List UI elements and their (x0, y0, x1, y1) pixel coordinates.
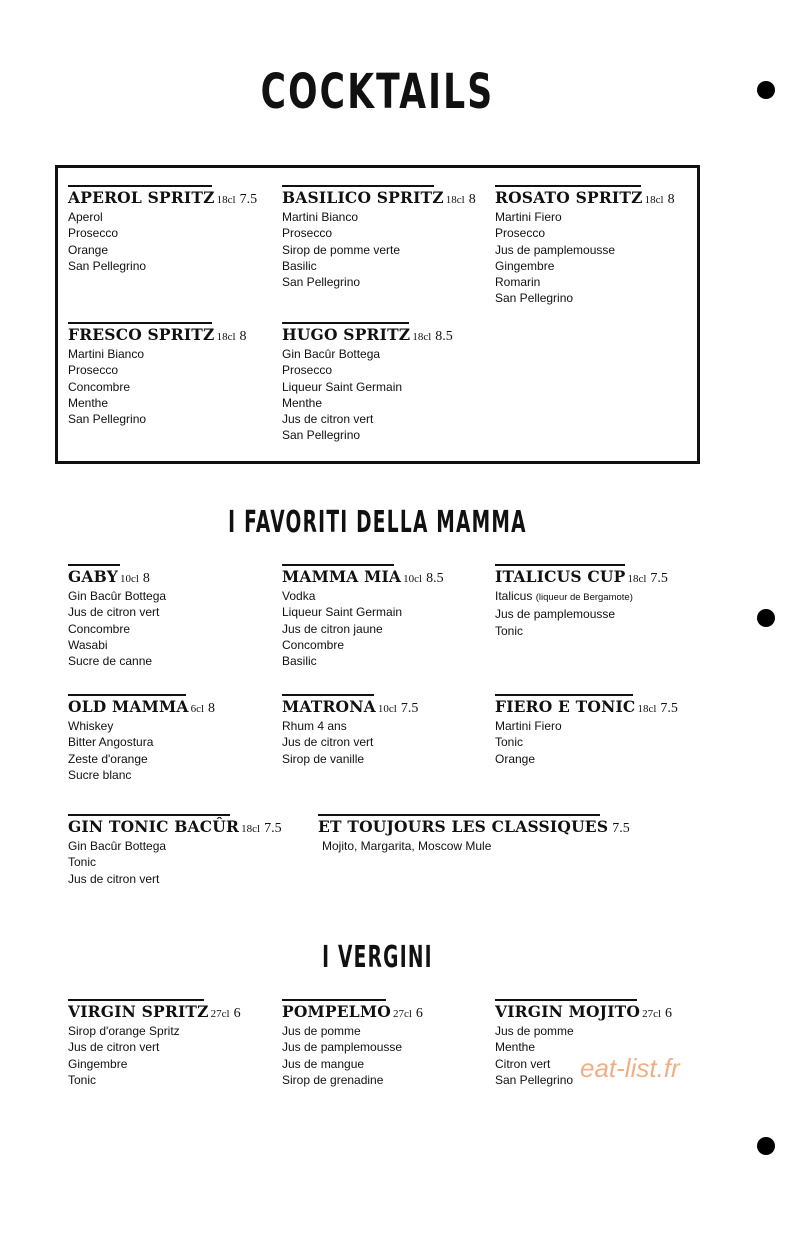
item-name: ITALICUS CUP (495, 567, 626, 586)
item-volume: 10cl (119, 573, 139, 585)
menu-item (68, 694, 215, 783)
ingredient: Jus de mangue (282, 1056, 365, 1071)
item-volume: 18cl (627, 573, 647, 585)
item-price: 7.5 (660, 701, 678, 716)
item-rule (68, 564, 120, 566)
ingredient: Vodka (282, 589, 316, 603)
menu-item (495, 564, 668, 639)
ingredient: Sirop de vanille (282, 751, 365, 766)
item-rule (495, 185, 641, 187)
ingredient: Mojito, Margarita, Moscow Mule (322, 839, 492, 853)
ingredient: Jus de pamplemousse (282, 1040, 403, 1055)
ingredient: Liqueur Saint Germain (282, 605, 403, 620)
item-price: 7.5 (239, 192, 258, 207)
item-price: 7.5 (612, 821, 630, 836)
ingredient: Orange (68, 242, 109, 257)
section-title-vergini: I VERGINI (322, 940, 433, 975)
item-volume: 18cl (216, 194, 236, 206)
ingredient: Prosecco (282, 363, 333, 378)
item-rule (495, 564, 625, 566)
ingredient: Jus de pomme (282, 1024, 361, 1038)
item-price: 8 (667, 192, 675, 207)
item-rule (318, 814, 600, 816)
ingredient: Martini Fiero (495, 210, 562, 224)
ingredient: San Pellegrino (68, 412, 147, 427)
ingredient: Sirop de grenadine (282, 1072, 384, 1087)
ingredient: Prosecco (68, 363, 119, 378)
item-name: APEROL SPRITZ (68, 188, 215, 207)
item-rule (68, 322, 212, 324)
ingredient: Basilic (282, 654, 317, 669)
ingredient: Jus de citron vert (68, 871, 160, 886)
item-price: 8 (208, 701, 216, 716)
item-volume: 27cl (392, 1008, 412, 1020)
menu-item (282, 694, 418, 767)
ingredient: San Pellegrino (282, 428, 361, 443)
ingredient: Sirop d'orange Spritz (68, 1024, 180, 1038)
item-price: 6 (233, 1006, 241, 1021)
item-rule (282, 999, 386, 1001)
menu-item (495, 185, 675, 307)
item-volume: 18cl (241, 823, 261, 835)
item-volume: 27cl (642, 1008, 662, 1020)
ingredient: Tonic (495, 623, 524, 638)
item-rule (68, 999, 204, 1001)
ingredient: Jus de citron vert (68, 1040, 160, 1055)
item-name: ET TOUJOURS LES CLASSIQUES (318, 817, 609, 836)
item-name: ROSATO SPRITZ (495, 188, 643, 207)
menu-item (282, 322, 453, 444)
ingredient: Tonic (495, 735, 524, 750)
ingredient: Citron vert (495, 1056, 551, 1071)
menu-item (282, 999, 423, 1088)
menu-item (318, 814, 630, 854)
ingredient: San Pellegrino (495, 1072, 574, 1087)
ingredient (495, 588, 668, 606)
item-volume: 10cl (403, 573, 423, 585)
ingredient: Basilic (282, 258, 317, 273)
menu-item (282, 185, 476, 290)
item-name: MATRONA (282, 697, 376, 716)
menu-item (68, 564, 166, 669)
ingredient: Jus de pamplemousse (495, 607, 616, 622)
ingredient: Sucre blanc (68, 767, 132, 782)
item-rule (68, 185, 212, 187)
ingredient: Martini Bianco (282, 210, 359, 224)
menu-item (282, 564, 444, 669)
ingredient: Menthe (68, 395, 109, 410)
menu-item (68, 185, 257, 274)
ingredient: Martini Bianco (68, 347, 145, 361)
item-price: 7.5 (650, 571, 668, 586)
menu-item (495, 694, 678, 767)
item-volume: 18cl (637, 703, 657, 715)
ingredient: San Pellegrino (495, 291, 574, 306)
ingredient: Rhum 4 ans (282, 719, 347, 733)
item-price: 8.5 (435, 329, 453, 344)
ingredient: Prosecco (68, 226, 119, 241)
watermark: eat-list.fr (580, 1053, 680, 1083)
item-price: 8 (468, 192, 476, 207)
ingredient: Sucre de canne (68, 654, 153, 669)
ingredient: Martini Fiero (495, 719, 562, 733)
section-title-cocktails: COCKTAILS (260, 64, 495, 120)
ingredient: Whiskey (68, 719, 114, 733)
item-price: 7.5 (400, 701, 419, 716)
item-name: GIN TONIC BACÛR (68, 817, 240, 836)
ingredient-note: (liqueur de Bergamote) (535, 592, 633, 603)
item-rule (282, 564, 394, 566)
item-rule (495, 999, 637, 1001)
ingredient: Jus de citron jaune (282, 621, 383, 636)
item-price: 8.5 (426, 571, 444, 586)
ingredient: Gingembre (495, 258, 555, 273)
ingredient: Prosecco (282, 226, 333, 241)
binder-hole-top (757, 81, 775, 99)
ingredient: Jus de pomme (495, 1024, 574, 1038)
ingredient: Gin Bacûr Bottega (68, 839, 167, 853)
ingredient: Prosecco (495, 226, 546, 241)
item-rule (68, 694, 186, 696)
item-rule (68, 814, 230, 816)
ingredient: Tonic (68, 855, 97, 870)
ingredient-name: Italicus (495, 589, 533, 603)
ingredient: Jus de pamplemousse (495, 242, 616, 257)
ingredient: Liqueur Saint Germain (282, 379, 403, 394)
ingredient: Gingembre (68, 1056, 128, 1071)
item-volume: 6cl (190, 703, 205, 715)
item-volume: 27cl (210, 1008, 230, 1020)
item-price: 8 (239, 329, 247, 344)
item-volume: 18cl (445, 194, 465, 206)
item-name: VIRGIN SPRITZ (68, 1002, 209, 1021)
item-volume: 10cl (377, 703, 397, 715)
ingredient: Aperol (68, 210, 103, 224)
item-name: FIERO E TONIC (495, 697, 636, 716)
item-rule (282, 185, 434, 187)
ingredient: Romarin (495, 275, 541, 290)
ingredient: Jus de citron vert (282, 412, 374, 427)
ingredient: Bitter Angostura (68, 735, 154, 750)
item-name: POMPELMO (282, 1002, 391, 1021)
menu-item (68, 999, 241, 1088)
ingredient: Concombre (282, 637, 345, 652)
item-name: GABY (68, 567, 118, 586)
ingredient: Sirop de pomme verte (282, 242, 401, 257)
item-name: HUGO SPRITZ (282, 325, 411, 344)
item-volume: 18cl (412, 331, 432, 343)
ingredient: Zeste d'orange (68, 751, 148, 766)
item-price: 6 (665, 1006, 673, 1021)
binder-hole-bottom (757, 1137, 775, 1155)
item-rule (282, 322, 409, 324)
ingredient: San Pellegrino (282, 275, 361, 290)
ingredient: Gin Bacûr Bottega (68, 589, 167, 603)
item-name: OLD MAMMA (68, 697, 189, 716)
item-price: 7.5 (264, 821, 282, 836)
ingredient: Jus de citron vert (68, 605, 160, 620)
ingredient: Jus de citron vert (282, 735, 374, 750)
section-title-favoriti: I FAVORITI DELLA MAMMA (228, 505, 527, 540)
item-name: VIRGIN MOJITO (495, 1002, 641, 1021)
item-name: FRESCO SPRITZ (68, 325, 215, 344)
ingredient: San Pellegrino (68, 258, 147, 273)
item-volume: 18cl (644, 194, 664, 206)
ingredient: Gin Bacûr Bottega (282, 347, 381, 361)
menu-item (68, 322, 247, 427)
item-name: MAMMA MIA (282, 567, 402, 586)
ingredient: Wasabi (68, 637, 108, 652)
item-name: BASILICO SPRITZ (282, 188, 444, 207)
ingredient: Menthe (282, 395, 323, 410)
item-rule (495, 694, 633, 696)
menu-item (68, 814, 282, 887)
ingredient: Concombre (68, 621, 131, 636)
item-volume: 18cl (216, 331, 236, 343)
item-price: 8 (142, 571, 150, 586)
ingredient: Orange (495, 751, 536, 766)
binder-hole-middle (757, 609, 775, 627)
ingredient: Menthe (495, 1040, 536, 1055)
item-rule (282, 694, 374, 696)
item-price: 6 (415, 1006, 423, 1021)
ingredient: Tonic (68, 1072, 97, 1087)
ingredient: Concombre (68, 379, 131, 394)
